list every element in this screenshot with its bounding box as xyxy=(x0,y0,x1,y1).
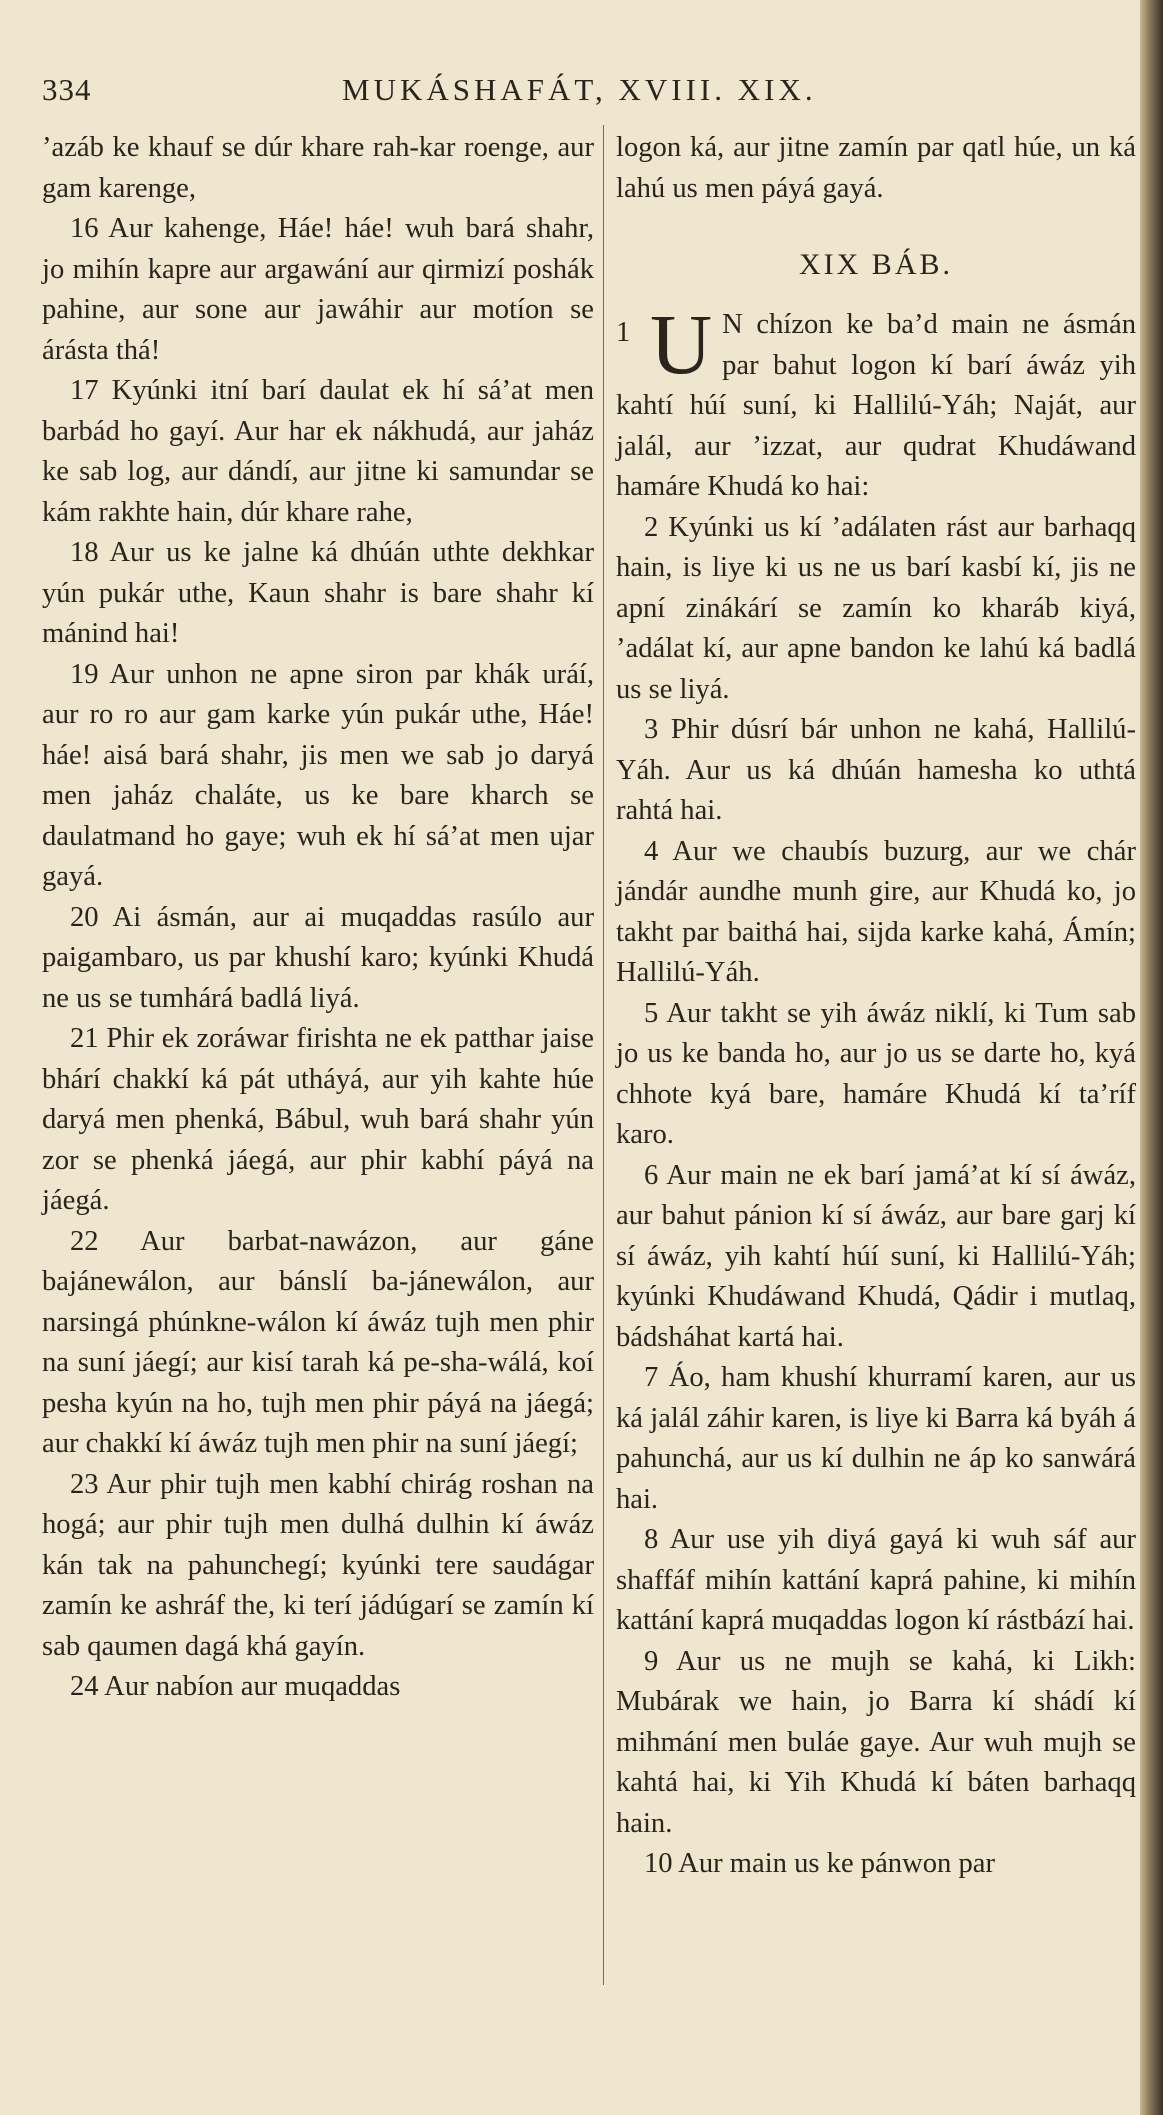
verse-8: 8 Aur use yih diyá gayá ki wuh sáf aur shaffáf mihín kattání kaprá pahine, ki mihín kattání kaprá muqaddas logon kí rástbází hai. xyxy=(616,1524,1136,1636)
verse-17: 17 Kyúnki itní barí daulat ek hí sá’at men barbád ho gayí. Aur har ek nákhudá, aur jaház ke sab log, aur dándí, aur jitne ki samundar se kám rakhte hain, dúr khare rahe, xyxy=(42,375,594,528)
verse-continuation: ’azáb ke khauf se dúr khare rah-kar roenge, aur gam karenge, xyxy=(42,132,594,204)
chapter-heading: XIX BÁB. xyxy=(798,248,953,281)
verse-20: 20 Ai ásmán, aur ai muqaddas rasúlo aur paigambaro, us par khushí karo; kyúnki Khudá ne us se tumhárá badlá liyá. xyxy=(42,901,594,1014)
column-divider xyxy=(603,125,604,1985)
verse-18: 18 Aur us ke jalne ká dhúán uthte dekhkar yún pukár uthe, Kaun shahr is bare shahr kí mánind hai! xyxy=(42,537,594,649)
verse-1 xyxy=(616,296,1136,508)
verse-24: 24 Aur nabíon aur muqaddas xyxy=(70,1671,401,1702)
verse-23: 23 Aur phir tujh men kabhí chirág roshan na hogá; aur phir tujh men dulhá dulhin kí áwáz kán tak na pahunchegí; kyúnki tere saudágar zamín ke ashráf the, ki terí jádúgarí se zamín kí sab qaumen dagá khá gayín. xyxy=(42,1468,594,1662)
page-number: 334 xyxy=(42,72,92,107)
drop-cap: U xyxy=(650,296,713,392)
running-title: MUKÁSHAFÁT, XVIII. XIX. xyxy=(342,72,817,107)
verse-7: 7 Áo, ham khushí khurramí karen, aur us ká jalál záhir karen, is liye ki Barra ká byáh á pahunchá, aur us kí dulhin ne áp ko sanwárá hai. xyxy=(616,1362,1136,1515)
page-header xyxy=(42,72,1132,122)
verse-10: 10 Aur main us ke pánwon par xyxy=(644,1848,995,1879)
right-column xyxy=(616,128,1136,1885)
verse-1-number: 1 xyxy=(616,317,631,348)
verse-22: 22 Aur barbat-nawázon, aur gáne bajánewálon, aur bánslí ba-jánewálon, aur narsingá phúnkne-wálon kí áwáz tujh men phir na suní jáegí; aur kisí tarah ká pe-sha-wálá, koí pesha kyún na ho, tujh men phir páyá na jáegá; aur chakkí kí áwáz tujh men phir na suní jáegí; xyxy=(42,1225,594,1459)
verse-2: 2 Kyúnki us kí ’adálaten rást aur barhaqq hain, is liye ki us ne us barí kasbí kí, jis ne apní zinákárí se zamín ko kharáb kiyá, ’adálat kí, aur apne bandon ke lahú ká badlá us se liyá. xyxy=(616,511,1136,705)
verse-1-text: N chízon ke ba’d main ne ásmán par bahut logon kí barí áwáz yih kahtí húí suní, ki Hallilú-Yáh; Naját, aur jalál, aur ’izzat, aur qudrat Khudáwand hamáre Khudá ko hai: xyxy=(616,309,1136,502)
page-edge xyxy=(1140,0,1163,2115)
left-column xyxy=(42,128,594,1708)
verse-16: 16 Aur kahenge, Háe! háe! wuh bará shahr, jo mihín kapre aur argawání aur qirmizí poshák pahine, aur sone aur jawáhir aur motíon se árásta thá! xyxy=(42,213,594,366)
verse-21: 21 Phir ek zoráwar firishta ne ek patthar jaise bhárí chakkí ká pát utháyá, aur yih kahte húe daryá men phenká, Bábul, wuh bará shahr yún zor se phenká jáegá, aur phir kabhí páyá na jáegá. xyxy=(42,1023,594,1216)
verse-19: 19 Aur unhon ne apne siron par khák uráí, aur ro ro aur gam karke yún pukár uthe, Háe! háe! aisá bará shahr, jis men we sab jo daryá men jaház chaláte, us ke bare kharch se daulatmand ho gaye; wuh ek hí sá’at men ujar gayá. xyxy=(42,658,594,892)
verse-24-continuation: logon ká, aur jitne zamín par qatl húe, un ká lahú us men páyá gayá. xyxy=(616,132,1136,204)
verse-9: 9 Aur us ne mujh se kahá, ki Likh: Mubárak we hain, jo Barra kí shádí kí mihmání men buláe gaye. Aur wuh mujh se kahtá hai, ki Yih Khudá kí báten barhaqq hain. xyxy=(616,1645,1136,1839)
verse-4: 4 Aur we chaubís buzurg, aur we chár jándár aundhe munh gire, aur Khudá ko, jo takht par baithá hai, sijda karke kahá, Ámín; Hallilú-Yáh. xyxy=(616,835,1136,988)
verse-5: 5 Aur takht se yih áwáz niklí, ki Tum sab jo us ke banda ho, aur jo us se darte ho, kyá chhote kyá bare, hamáre Khudá kí ta’ríf karo. xyxy=(616,997,1136,1150)
verse-6: 6 Aur main ne ek barí jamá’at kí sí áwáz, aur bahut pánion kí sí áwáz, aur bare garj kí sí áwáz, yih kahtí húí suní, ki Hallilú-Yáh; kyúnki Khudáwand Khudá, Qádir i mutlaq, bádsháhat kartá hai. xyxy=(616,1159,1136,1353)
verse-3: 3 Phir dúsrí bár unhon ne kahá, Hallilú-Yáh. Aur us ká dhúán hamesha ko uthtá rahtá hai. xyxy=(616,714,1136,826)
